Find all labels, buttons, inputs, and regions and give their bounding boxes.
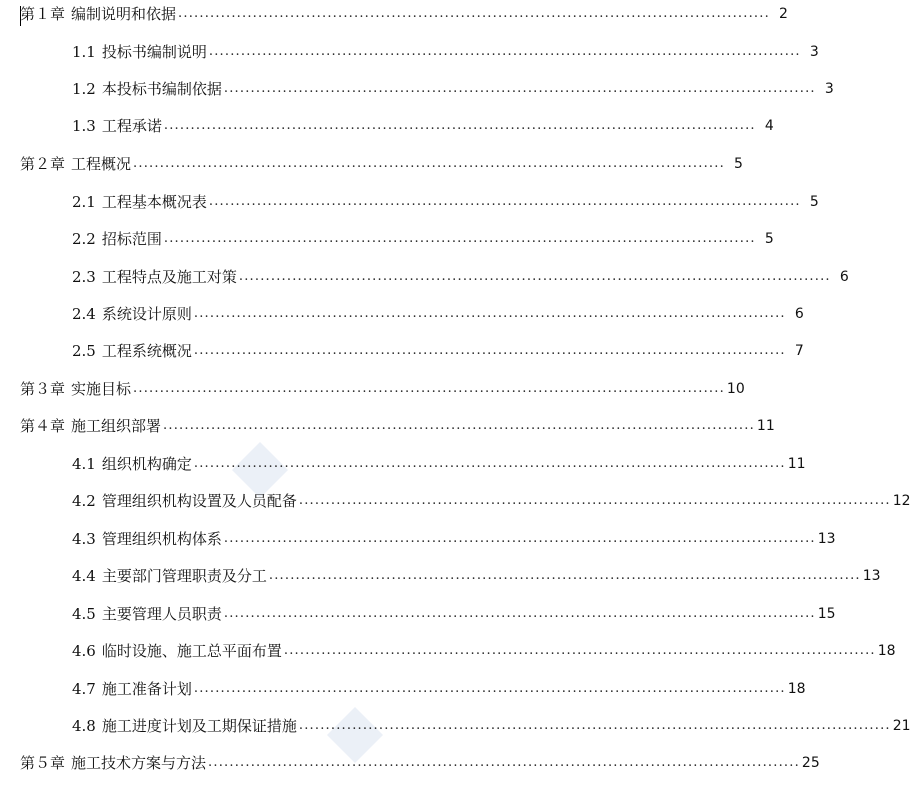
toc-page-number: 21 — [892, 718, 911, 734]
toc-title: 工程基本概况表 — [101, 193, 207, 211]
dot-leader: ............................................................................................................... — [238, 269, 831, 284]
toc-page-number: 5 — [809, 194, 819, 210]
dot-leader: ............................................................................................................... — [193, 343, 786, 358]
toc-entry-4-7[interactable] — [72, 678, 806, 700]
dot-leader: ............................................................................................................... — [208, 194, 801, 209]
dot-leader: ............................................................................................................... — [193, 306, 786, 321]
toc-title: 投标书编制说明 — [101, 43, 207, 61]
toc-entry-chapter-2[interactable] — [20, 153, 743, 175]
toc-entry-4-2[interactable] — [72, 490, 911, 512]
toc-title: 工程特点及施工对策 — [101, 268, 237, 286]
dot-leader: ............................................................................................................... — [208, 755, 800, 770]
dot-leader: ............................................................................................................... — [298, 493, 891, 508]
toc-title: 管理组织机构体系 — [101, 530, 222, 548]
dot-leader: ............................................................................................................... — [223, 81, 816, 96]
toc-entry-4-6[interactable] — [72, 640, 896, 662]
toc-title: 系统设计原则 — [101, 305, 192, 323]
dot-leader: ............................................................................................................... — [163, 418, 755, 433]
toc-title: 工程承诺 — [101, 117, 162, 135]
toc-title: 主要部门管理职责及分工 — [101, 567, 267, 585]
toc-entry-1-1[interactable] — [72, 41, 819, 63]
dot-leader: ............................................................................................................... — [178, 6, 770, 21]
toc-number: 4.7 — [72, 680, 96, 698]
toc-entry-4-1[interactable] — [72, 453, 806, 475]
toc-page-number: 4 — [764, 118, 774, 134]
toc-number: 4.5 — [72, 605, 96, 623]
dot-leader: ............................................................................................................... — [193, 681, 786, 696]
toc-page-number: 15 — [817, 606, 836, 622]
toc-entry-chapter-4[interactable] — [20, 415, 775, 437]
toc-title: 招标范围 — [101, 230, 162, 248]
toc-title: 工程概况 — [71, 155, 132, 173]
dot-leader: ............................................................................................................... — [223, 531, 816, 546]
toc-page-number: 11 — [787, 456, 806, 472]
toc-page-number: 2 — [779, 6, 788, 22]
toc-entry-chapter-1[interactable] — [20, 3, 788, 25]
toc-number: 第２章 — [20, 155, 66, 173]
toc-number: 2.3 — [72, 268, 96, 286]
dot-leader: ............................................................................................................... — [193, 456, 786, 471]
toc-title: 实施目标 — [71, 380, 132, 398]
toc-title: 施工进度计划及工期保证措施 — [101, 717, 297, 735]
toc-number: 1.3 — [72, 117, 96, 135]
toc-number: 第３章 — [20, 380, 66, 398]
toc-page-number: 7 — [794, 343, 804, 359]
toc-entry-4-3[interactable] — [72, 528, 836, 550]
toc-number: 1.2 — [72, 80, 96, 98]
toc-title: 施工组织部署 — [71, 417, 162, 435]
dot-leader: ............................................................................................................... — [133, 381, 725, 396]
toc-number: 2.1 — [72, 193, 96, 211]
toc-number: 4.4 — [72, 567, 96, 585]
toc-page-number: 12 — [892, 493, 911, 509]
toc-entry-2-1[interactable] — [72, 191, 819, 213]
toc-page-number: 10 — [726, 381, 745, 397]
toc-entry-2-4[interactable] — [72, 303, 804, 325]
toc-number: 2.5 — [72, 342, 96, 360]
toc-page-number: 18 — [877, 643, 896, 659]
toc-title: 编制说明和依据 — [71, 5, 177, 23]
toc-page-number: 25 — [801, 755, 820, 771]
toc-number: 4.1 — [72, 455, 96, 473]
toc-title: 施工准备计划 — [101, 680, 192, 698]
toc-entry-4-8[interactable] — [72, 715, 911, 737]
toc-entry-2-5[interactable] — [72, 340, 804, 362]
toc-number: 4.6 — [72, 642, 96, 660]
toc-number: 第４章 — [20, 417, 66, 435]
toc-page-number: 6 — [794, 306, 804, 322]
dot-leader: ............................................................................................................... — [208, 44, 801, 59]
toc-page-number: 13 — [817, 531, 836, 547]
toc-entry-2-2[interactable] — [72, 228, 774, 250]
toc-page-number: 5 — [764, 231, 774, 247]
toc-title: 临时设施、施工总平面布置 — [101, 642, 282, 660]
toc-number: 第１章 — [20, 5, 66, 23]
toc-page-number: 11 — [756, 418, 775, 434]
toc-page-number: 18 — [787, 681, 806, 697]
dot-leader: ............................................................................................................... — [163, 118, 756, 133]
dot-leader: ............................................................................................................... — [298, 718, 891, 733]
dot-leader: ............................................................................................................... — [283, 643, 876, 658]
toc-page-number: 13 — [862, 568, 881, 584]
toc-title: 施工技术方案与方法 — [71, 754, 207, 772]
toc-number: 2.2 — [72, 230, 96, 248]
toc-entry-1-3[interactable] — [72, 115, 774, 137]
toc-title: 管理组织机构设置及人员配备 — [101, 492, 297, 510]
toc-number: 4.8 — [72, 717, 96, 735]
toc-entry-chapter-3[interactable] — [20, 378, 745, 400]
toc-number: 1.1 — [72, 43, 96, 61]
toc-title: 本投标书编制依据 — [101, 80, 222, 98]
dot-leader: ............................................................................................................... — [133, 156, 725, 171]
toc-number: 4.2 — [72, 492, 96, 510]
toc-page-number: 5 — [734, 156, 743, 172]
toc-entry-2-3[interactable] — [72, 266, 849, 288]
dot-leader: ............................................................................................................... — [163, 231, 756, 246]
toc-entry-4-4[interactable] — [72, 565, 881, 587]
toc-number: 2.4 — [72, 305, 96, 323]
toc-page-number: 3 — [809, 44, 819, 60]
toc-title: 主要管理人员职责 — [101, 605, 222, 623]
toc-entry-1-2[interactable] — [72, 78, 834, 100]
toc-title: 组织机构确定 — [101, 455, 192, 473]
dot-leader: ............................................................................................................... — [268, 568, 861, 583]
toc-number: 第５章 — [20, 754, 66, 772]
toc-page-number: 6 — [839, 269, 849, 285]
toc-entry-chapter-5[interactable] — [20, 752, 820, 774]
toc-title: 工程系统概况 — [101, 342, 192, 360]
toc-entry-4-5[interactable] — [72, 603, 836, 625]
toc-number: 4.3 — [72, 530, 96, 548]
dot-leader: ............................................................................................................... — [223, 606, 816, 621]
toc-page-number: 3 — [824, 81, 834, 97]
